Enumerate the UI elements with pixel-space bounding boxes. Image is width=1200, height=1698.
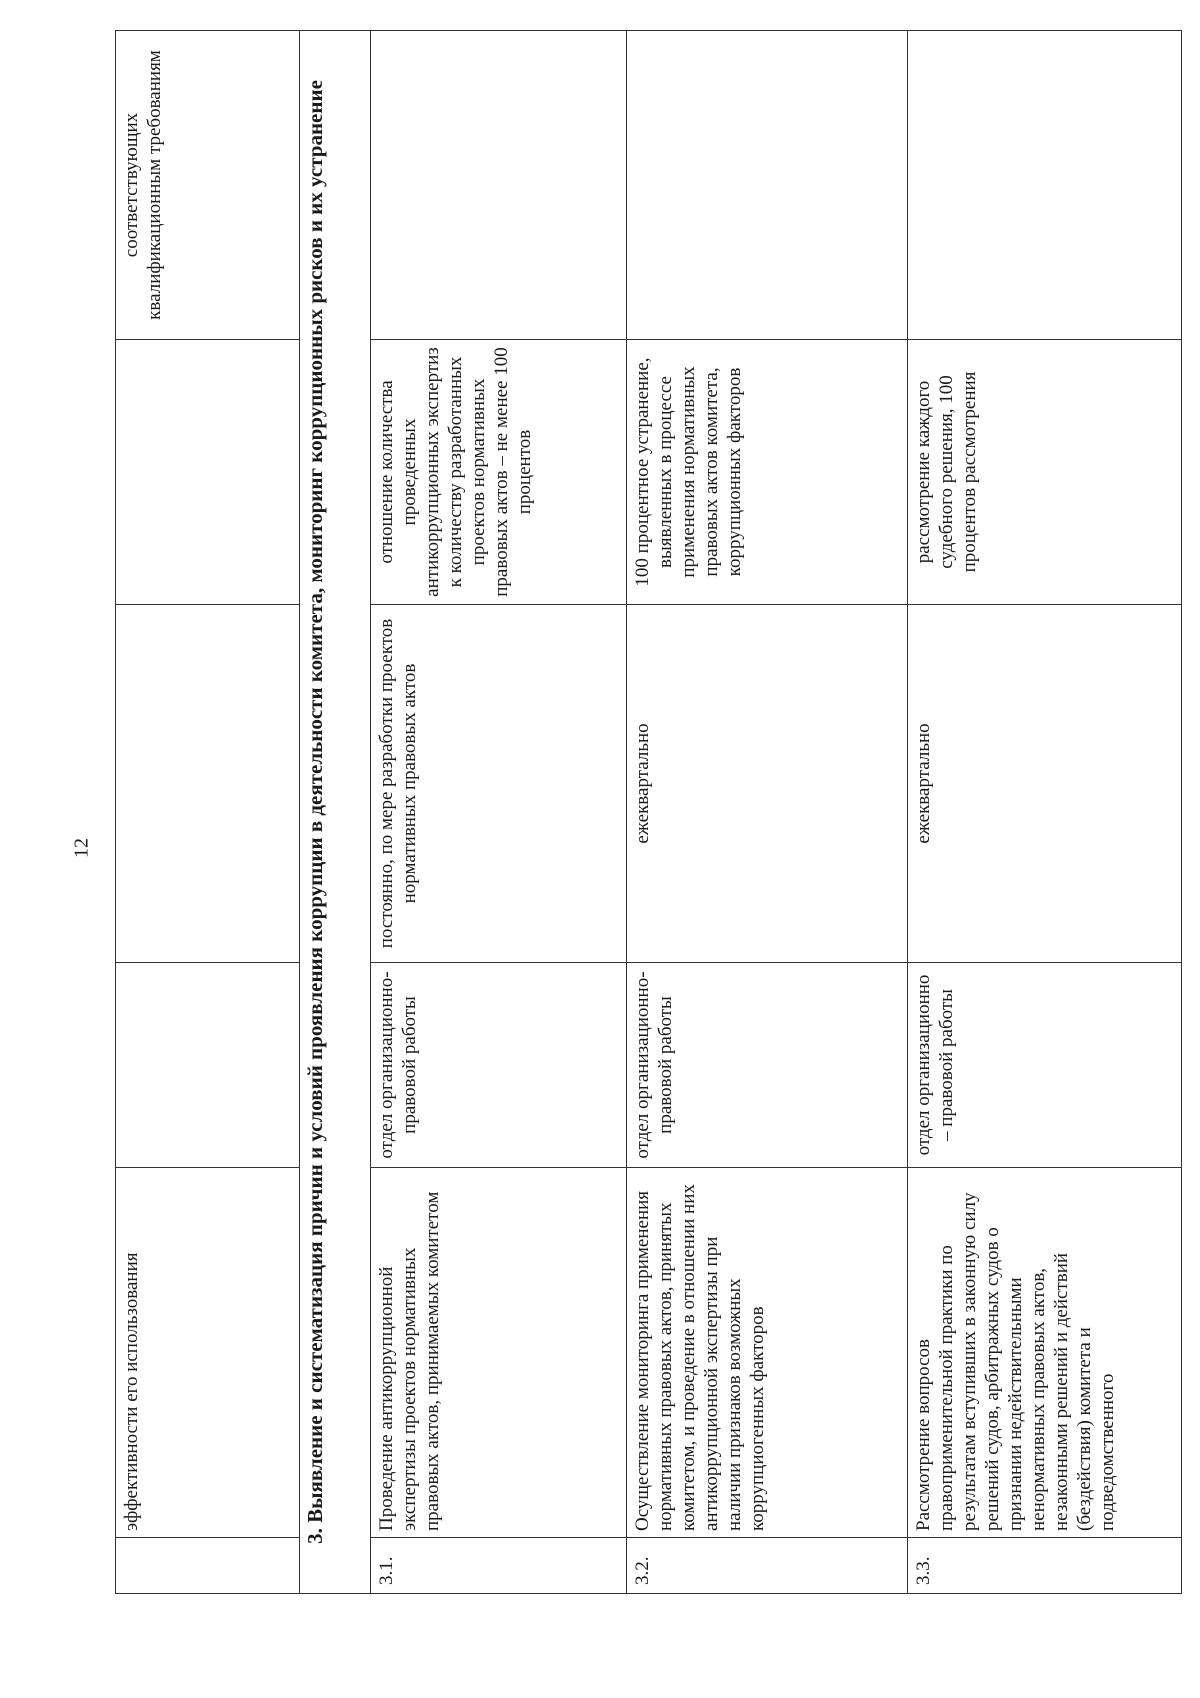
section-title: 3. Выявление и систематизация причин и условий проявления коррупции в деятельности комитета, мониторинг коррупционных рисков и их устранение — [300, 31, 371, 1594]
cell-term: постоянно, по мере разработки проектов нормативных правовых актов — [371, 605, 627, 963]
page-number: 12 — [70, 838, 93, 858]
cell-num-empty — [116, 1538, 300, 1594]
rotated-table-wrapper — [115, 31, 1190, 1594]
cell-last — [627, 31, 908, 340]
cell-term: ежеквартально — [627, 605, 908, 963]
cell-num: 3.2. — [627, 1538, 908, 1594]
table-row — [908, 31, 1182, 1594]
cell-indicator: 100 процентное устранение, выявленных в процессе применения нормативных правовых актов комитета, коррупционных факторов — [627, 340, 908, 605]
cell-responsible-empty — [116, 963, 300, 1168]
cell-last — [371, 31, 627, 340]
cell-responsible: отдел организационно-правовой работы — [627, 963, 908, 1168]
cell-num: 3.1. — [371, 1538, 627, 1594]
table-row-continuation — [116, 31, 300, 1594]
anticorruption-plan-table — [115, 30, 1182, 1594]
cell-indicator-empty — [116, 340, 300, 605]
cell-last-continuation: соответствующих квалификационным требованиям — [116, 31, 300, 340]
cell-indicator: отношение количества проведенных антикоррупционных экспертиз к количеству разработанных проектов нормативных правовых актов – не менее 100 процентов — [371, 340, 627, 605]
cell-term-empty — [116, 605, 300, 963]
table-row — [627, 31, 908, 1594]
cell-measure: Проведение антикоррупционной экспертизы проектов нормативных правовых актов, принимаемых комитетом — [371, 1168, 627, 1538]
cell-measure: Рассмотрение вопросов правоприменительной практики по результатам вступивших в законную силу решений судов, арбитражных судов о признании недействительными ненормативных правовых актов, незаконными решений и действий (бездействия) комитета и подведомственного — [908, 1168, 1182, 1538]
cell-measure: Осуществление мониторинга применения нормативных правовых актов, принятых комитетом, и проведение в отношении них антикоррупционной экспертизы при наличии признаков возможных коррупциогенных факторов — [627, 1168, 908, 1538]
cell-responsible: отдел организационно – правовой работы — [908, 963, 1182, 1168]
section-header-row — [300, 31, 371, 1594]
table-row — [371, 31, 627, 1594]
cell-measure-continuation: эффективности его использования — [116, 1168, 300, 1538]
cell-responsible: отдел организационно-правовой работы — [371, 963, 627, 1168]
cell-indicator: рассмотрение каждого судебного решения, 100 процентов рассмотрения — [908, 340, 1182, 605]
cell-num: 3.3. — [908, 1538, 1182, 1594]
cell-last — [908, 31, 1182, 340]
cell-term: ежеквартально — [908, 605, 1182, 963]
